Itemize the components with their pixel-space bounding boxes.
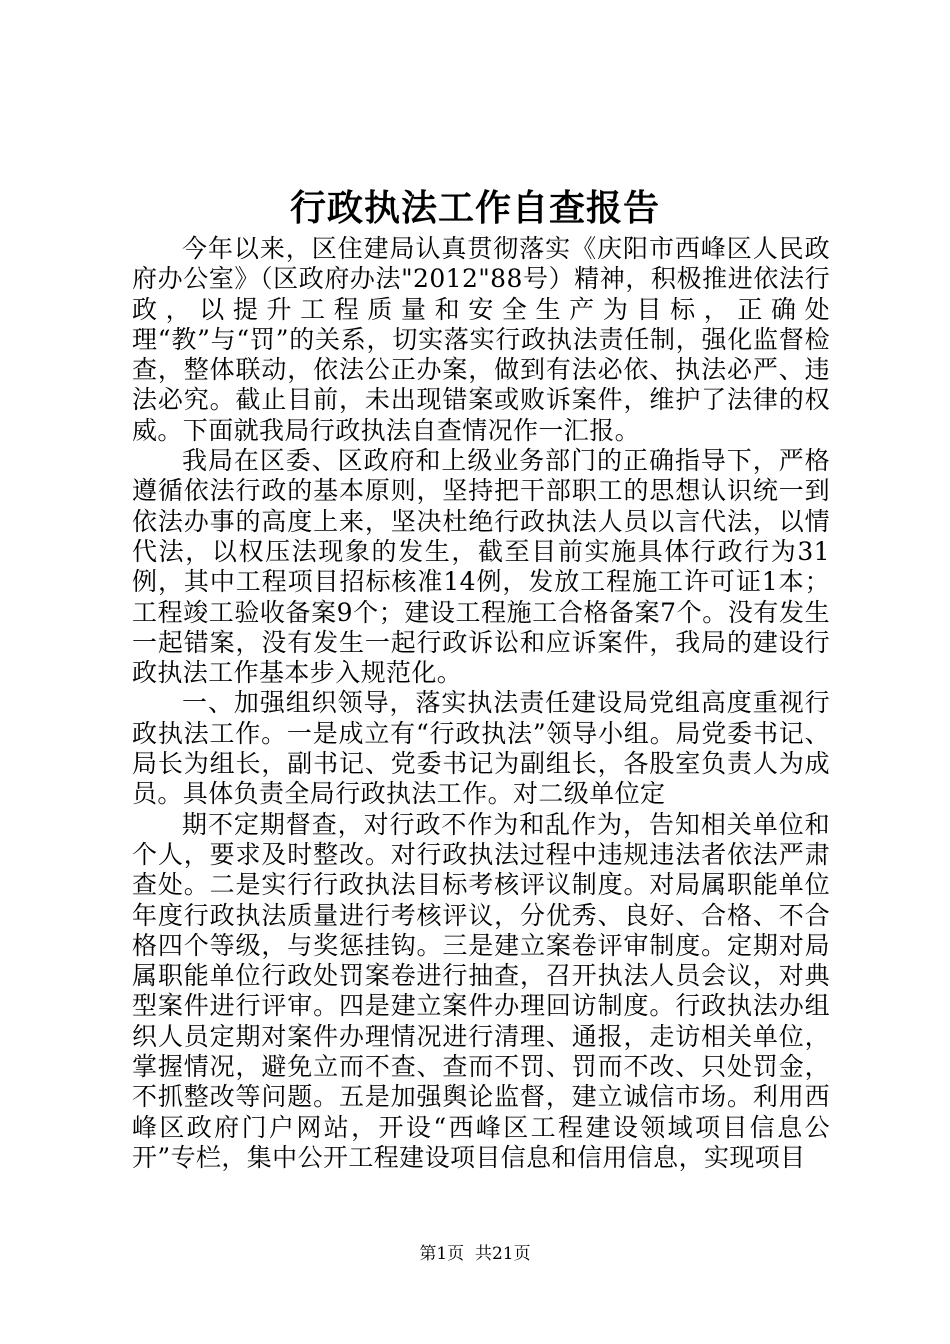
paragraph-section-one-continued: 期不定期督查，对行政不作为和乱作为，告知相关单位和个人，要求及时整改。对行政执法过程中违规违法者依法严肃查处。二是实行行政执法目标考核评议制度。对局属职能单位年度行政执法质量进行考核评议，分优秀、良好、合格、不合格四个等级，与奖惩挂钩。三是建立案卷评审制度。定期对局属职能单位行政处罚案卷进行抽查，召开执法人员会议，对典型案件进行评审。四是建立案件办理回访制度。行政执法办组织人员定期对案件办理情况进行清理、通报，走访相关单位，掌握情况，避免立而不查、查而不罚、罚而不改、只处罚金，不抓整改等问题。五是加强舆论监督，建立诚信市场。利用西峰区政府门户网站，开设“西峰区工程建设领域项目信息公开”专栏，集中公开工程建设项目信息和信用信息，实现项目	[132, 809, 830, 1172]
paragraph-overview: 我局在区委、区政府和上级业务部门的正确指导下，严格遵循依法行政的基本原则，坚持把干部职工的思想认识统一到依法办事的高度上来，坚决杜绝行政执法人员以言代法，以情代法，以权压法现象的发生，截至目前实施具体行政行为31例，其中工程项目招标核准14例，发放工程施工许可证1本；工程竣工验收备案9个；建设工程施工合格备案7个。没有发生一起错案，没有发生一起行政诉讼和应诉案件，我局的建设行政执法工作基本步入规范化。	[132, 446, 830, 688]
paragraph-intro: 今年以来，区住建局认真贯彻落实《庆阳市西峰区人民政府办公室》（区政府办法"2012"88号）精神，积极推进依法行政，以提升工程质量和安全生产为目标，正确处理“教”与“罚”的关系，切实落实行政执法责任制，强化监督检查，整体联动，依法公正办案，做到有法必依、执法必严、违法必究。截止目前，未出现错案或败诉案件，维护了法律的权威。下面就我局行政执法自查情况作一汇报。	[132, 234, 830, 445]
document-body	[132, 234, 830, 1173]
paragraph-section-one: 一、加强组织领导，落实执法责任建设局党组高度重视行政执法工作。一是成立有“行政执法”领导小组。局党委书记、局长为组长，副书记、党委书记为副组长，各股室负责人为成员。具体负责全局行政执法工作。对二级单位定	[132, 688, 830, 809]
document-title: 行政执法工作自查报告	[289, 187, 660, 229]
page-number-footer: 第1页 共21页	[419, 1244, 531, 1264]
